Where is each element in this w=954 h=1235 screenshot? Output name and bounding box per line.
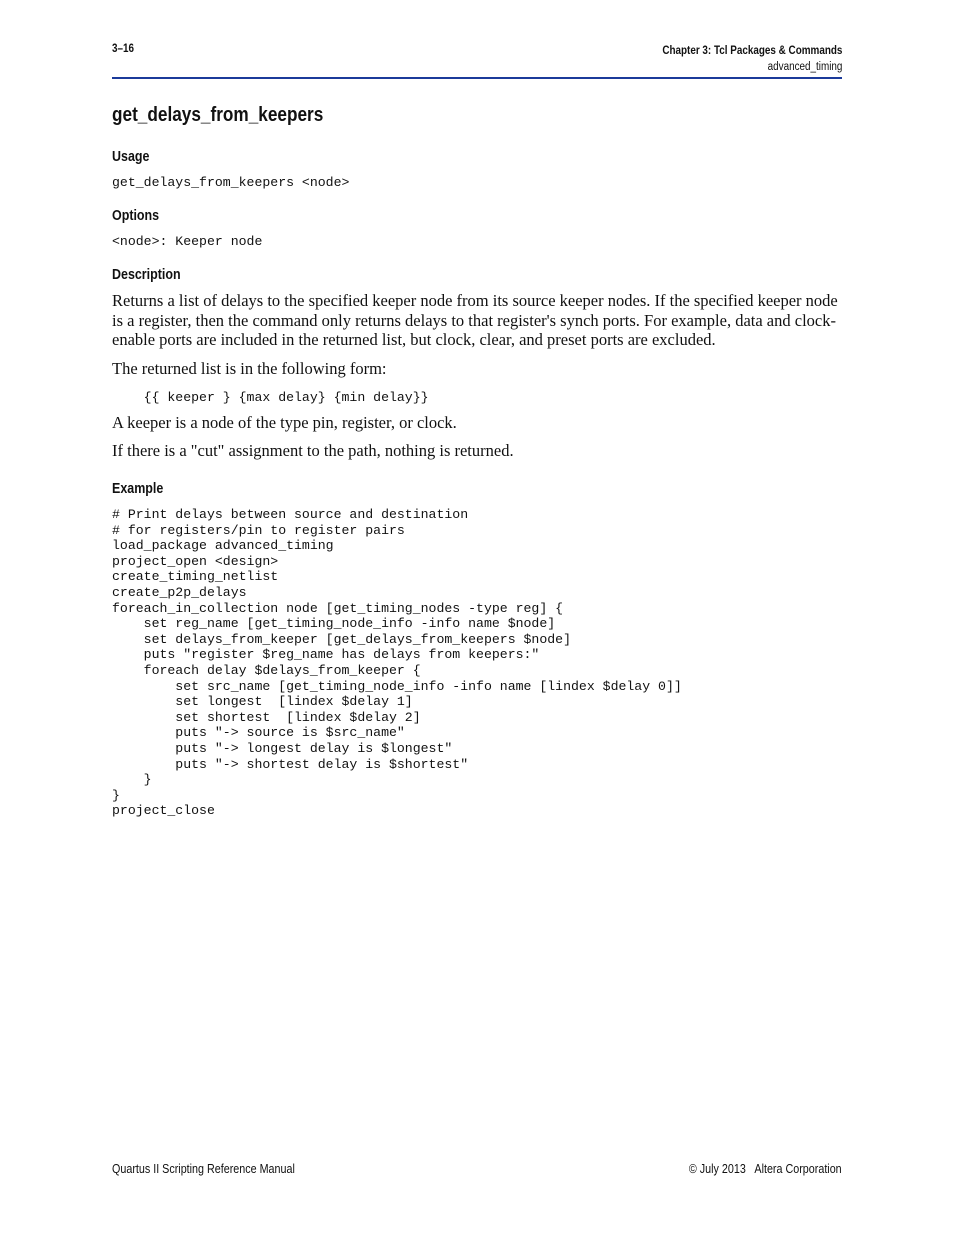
header-rule [112,77,842,79]
footer-manual-title: Quartus II Scripting Reference Manual [112,1162,295,1176]
form-intro-paragraph: The returned list is in the following form: [112,359,387,378]
example-heading: Example [112,481,164,497]
page-title: get_delays_from_keepers [112,104,324,126]
keeper-definition-paragraph: A keeper is a node of the type pin, register, or clock. [112,413,457,432]
return-form-code: {{ keeper } {max delay} {min delay}} [112,390,429,405]
cut-assignment-paragraph: If there is a "cut" assignment to the path, nothing is returned. [112,441,514,460]
running-header [633,43,842,75]
footer-date: © July 2013 [689,1162,747,1176]
example-code: # Print delays between source and destination # for registers/pin to register pairs load_package advanced_timing project_open <design> create_timing_netlist create_p2p_delays foreach_in_collection node [get_timing_nodes -type reg] { set reg_name [get_timing_node_info -info name $node] set delays_from_keeper [get_delays_from_keepers $node] puts "register $reg_name has delays from keepers:" foreach delay $delays_from_keeper { set src_name [get_timing_node_info -info name [lindex $delay 0]] set longest [lindex $delay 1] set shortest [lindex $delay 2] puts "-> source is $src_name" puts "-> longest delay is $longest" puts "-> shortest delay is $shortest" } } project_close [112,507,682,819]
footer-copyright [689,1162,842,1176]
options-code: <node>: Keeper node [112,234,263,249]
section-name: advanced_timing [767,61,842,73]
usage-heading: Usage [112,149,150,165]
description-heading: Description [112,267,181,283]
page-number: 3–16 [112,43,135,55]
description-paragraph: Returns a list of delays to the specified keeper node from its source keeper nodes. If the specified keeper node is a register, then the command only returns delays to that register's synch ports. For example, data and clock-enable ports are included in the returned list, but clock, clear, and preset ports are excluded. [112,291,838,349]
footer-company: Altera Corporation [754,1162,842,1176]
usage-code: get_delays_from_keepers <node> [112,175,350,190]
options-heading: Options [112,208,160,224]
chapter-title: Chapter 3: Tcl Packages & Commands [661,45,842,57]
